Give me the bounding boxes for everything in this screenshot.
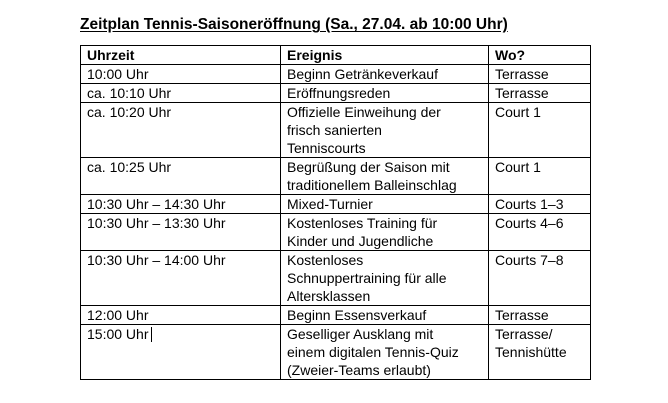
- table-row: [81, 214, 591, 251]
- text-cursor: [151, 327, 152, 342]
- cell-location[interactable]: Courts 1–3: [489, 195, 591, 214]
- cell-time[interactable]: ca. 10:25 Uhr: [81, 158, 281, 195]
- column-header-location: Wo?: [489, 46, 591, 65]
- table-header-row: [81, 46, 591, 65]
- cell-event[interactable]: Begrüßung der Saison mit traditionellem Balleinschlag: [281, 158, 489, 195]
- cell-event[interactable]: Kostenloses Training für Kinder und Jugendliche: [281, 214, 489, 251]
- document-title: Zeitplan Tennis-Saisoneröffnung (Sa., 27.04. ab 10:00 Uhr): [80, 16, 508, 33]
- table-row: [81, 103, 591, 158]
- cell-time[interactable]: 15:00 Uhr: [81, 325, 281, 380]
- cell-time[interactable]: 10:00 Uhr: [81, 65, 281, 84]
- cell-time[interactable]: 10:30 Uhr – 14:00 Uhr: [81, 251, 281, 306]
- cell-time[interactable]: ca. 10:10 Uhr: [81, 84, 281, 103]
- cell-event[interactable]: Beginn Essensverkauf: [281, 306, 489, 325]
- table-row: [81, 325, 591, 380]
- cell-location[interactable]: Courts 4–6: [489, 214, 591, 251]
- schedule-table: [80, 45, 591, 380]
- cell-location[interactable]: Court 1: [489, 158, 591, 195]
- table-row: [81, 84, 591, 103]
- cell-event[interactable]: Mixed-Turnier: [281, 195, 489, 214]
- cell-location[interactable]: Terrasse: [489, 84, 591, 103]
- cell-event[interactable]: Offizielle Einweihung der frisch sanierten Tenniscourts: [281, 103, 489, 158]
- cell-time[interactable]: 12:00 Uhr: [81, 306, 281, 325]
- cell-event[interactable]: Eröffnungsreden: [281, 84, 489, 103]
- cell-location[interactable]: Terrasse/ Tennishütte: [489, 325, 591, 380]
- table-row: [81, 195, 591, 214]
- table-row: [81, 65, 591, 84]
- table-row: [81, 158, 591, 195]
- table-row: [81, 251, 591, 306]
- cell-event[interactable]: Geselliger Ausklang mit einem digitalen Tennis-Quiz (Zweier-Teams erlaubt): [281, 325, 489, 380]
- cell-location[interactable]: Courts 7–8: [489, 251, 591, 306]
- cell-location[interactable]: Terrasse: [489, 65, 591, 84]
- cell-time[interactable]: ca. 10:20 Uhr: [81, 103, 281, 158]
- column-header-time: Uhrzeit: [81, 46, 281, 65]
- cell-location[interactable]: Terrasse: [489, 306, 591, 325]
- cell-location[interactable]: Court 1: [489, 103, 591, 158]
- cell-event[interactable]: Beginn Getränkeverkauf: [281, 65, 489, 84]
- cell-event[interactable]: Kostenloses Schnuppertraining für alle Altersklassen: [281, 251, 489, 306]
- table-row: [81, 306, 591, 325]
- cell-time[interactable]: 10:30 Uhr – 13:30 Uhr: [81, 214, 281, 251]
- cell-time[interactable]: 10:30 Uhr – 14:30 Uhr: [81, 195, 281, 214]
- column-header-event: Ereignis: [281, 46, 489, 65]
